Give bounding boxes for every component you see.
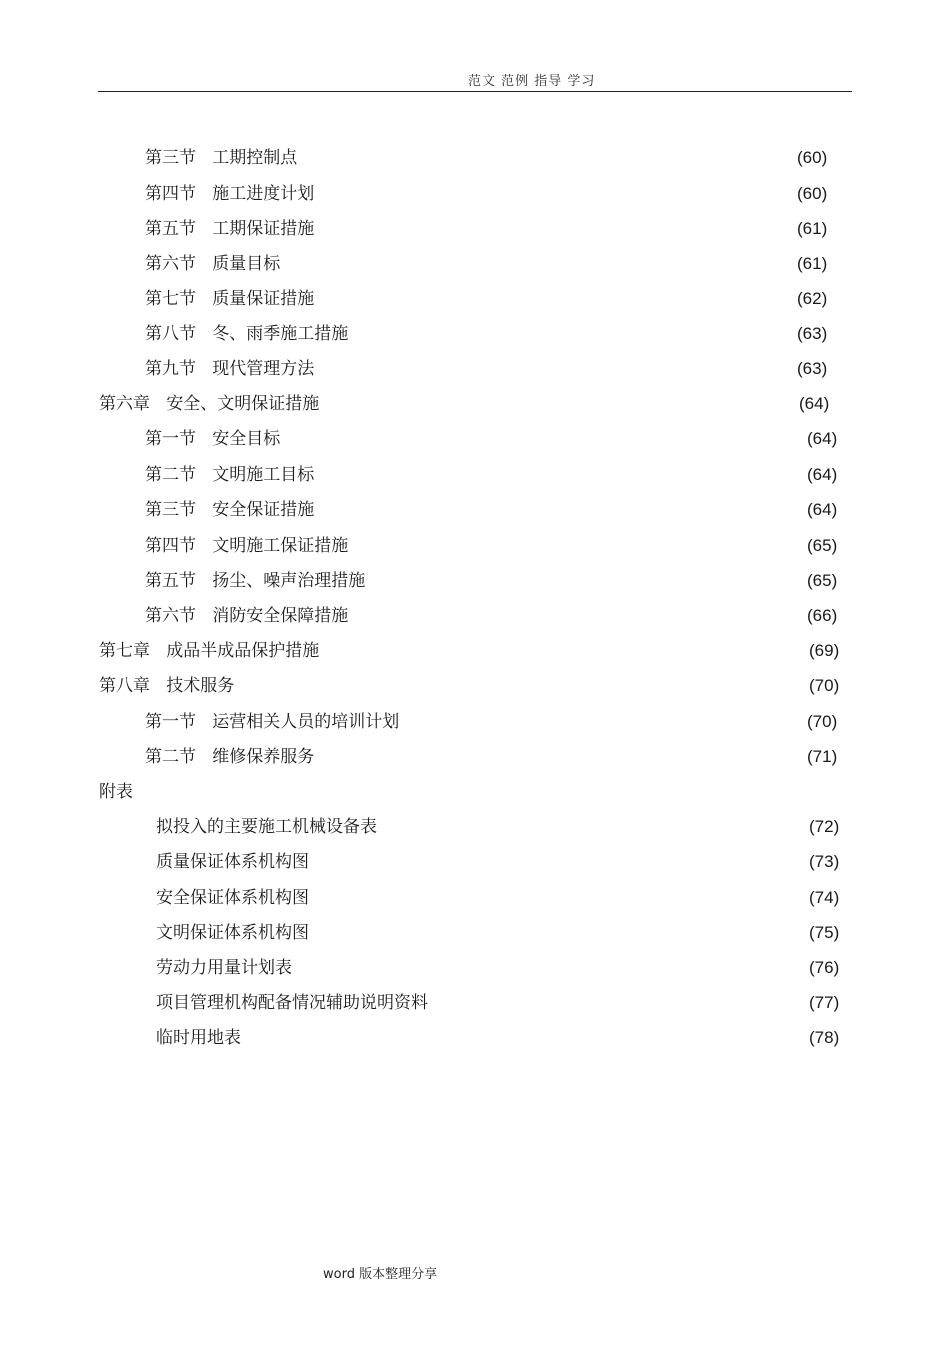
toc-entry-label: 质量保证体系机构图 bbox=[156, 852, 309, 872]
toc-entry-page: (72) bbox=[809, 817, 840, 836]
toc-chapter[interactable] bbox=[0, 674, 950, 698]
toc-entry-label: 第五节 工期保证措施 bbox=[145, 219, 315, 239]
toc-entry[interactable] bbox=[0, 357, 950, 381]
toc-entry[interactable] bbox=[0, 427, 950, 451]
toc-appendix-heading bbox=[0, 780, 950, 804]
toc-chapter-page: (70) bbox=[809, 676, 840, 695]
toc-entry-label: 拟投入的主要施工机械设备表 bbox=[156, 817, 377, 837]
header-divider bbox=[98, 91, 852, 92]
toc-appendix-entry[interactable] bbox=[0, 886, 950, 910]
toc-entry[interactable] bbox=[0, 217, 950, 241]
toc-entry-page: (62) bbox=[797, 289, 828, 308]
page-footer: word 版本整理分享 bbox=[323, 1267, 438, 1282]
toc-entry-label: 第六节 消防安全保障措施 bbox=[145, 606, 349, 626]
toc-entry-label: 第一节 运营相关人员的培训计划 bbox=[145, 712, 400, 732]
page-header: 范文 范例 指导 学习 bbox=[468, 74, 596, 89]
toc-entry-label: 第四节 施工进度计划 bbox=[145, 184, 315, 204]
toc-appendix-entry[interactable] bbox=[0, 850, 950, 874]
toc-entry-page: (73) bbox=[809, 852, 840, 871]
toc-entry[interactable] bbox=[0, 252, 950, 276]
toc-entry-page: (60) bbox=[797, 148, 828, 167]
toc-entry-label: 第二节 维修保养服务 bbox=[145, 747, 315, 767]
toc-entry[interactable] bbox=[0, 710, 950, 734]
toc-entry-page: (75) bbox=[809, 923, 840, 942]
toc-entry[interactable] bbox=[0, 604, 950, 628]
toc-entry-label: 第七节 质量保证措施 bbox=[145, 289, 315, 309]
toc-entry-label: 第三节 工期控制点 bbox=[145, 148, 298, 168]
toc-entry[interactable] bbox=[0, 463, 950, 487]
toc-entry-label: 第四节 文明施工保证措施 bbox=[145, 536, 349, 556]
toc-appendix-entry[interactable] bbox=[0, 991, 950, 1015]
toc-entry-page: (65) bbox=[807, 536, 838, 555]
toc-entry-label: 第八节 冬、雨季施工措施 bbox=[145, 324, 349, 344]
toc-appendix-entry[interactable] bbox=[0, 921, 950, 945]
toc-entry[interactable] bbox=[0, 287, 950, 311]
toc-chapter-label: 第八章 技术服务 bbox=[99, 676, 235, 696]
toc-appendix-entry[interactable] bbox=[0, 815, 950, 839]
toc-chapter-label: 第六章 安全、文明保证措施 bbox=[99, 394, 320, 414]
toc-entry-page: (74) bbox=[809, 888, 840, 907]
toc-entry[interactable] bbox=[0, 322, 950, 346]
toc-entry-label: 安全保证体系机构图 bbox=[156, 888, 309, 908]
toc-entry-label: 临时用地表 bbox=[156, 1028, 241, 1048]
toc-appendix-label: 附表 bbox=[99, 782, 133, 802]
toc-entry[interactable] bbox=[0, 745, 950, 769]
toc-entry-label: 第九节 现代管理方法 bbox=[145, 359, 315, 379]
toc-chapter[interactable] bbox=[0, 392, 950, 416]
toc-entry-label: 第六节 质量目标 bbox=[145, 254, 281, 274]
toc-entry-label: 劳动力用量计划表 bbox=[156, 958, 292, 978]
toc-entry[interactable] bbox=[0, 534, 950, 558]
toc-entry-page: (77) bbox=[809, 993, 840, 1012]
toc-entry-page: (78) bbox=[809, 1028, 840, 1047]
toc-entry-label: 第三节 安全保证措施 bbox=[145, 500, 315, 520]
toc-appendix-entry[interactable] bbox=[0, 1026, 950, 1050]
toc-entry-page: (64) bbox=[807, 465, 838, 484]
toc-chapter-page: (64) bbox=[799, 394, 830, 413]
toc-entry-label: 项目管理机构配备情况辅助说明资料 bbox=[156, 993, 428, 1013]
toc-entry-page: (64) bbox=[807, 500, 838, 519]
toc-entry-page: (71) bbox=[807, 747, 838, 766]
toc-chapter-page: (69) bbox=[809, 641, 840, 660]
toc-entry-page: (63) bbox=[797, 324, 828, 343]
toc-entry[interactable] bbox=[0, 498, 950, 522]
toc-entry-page: (76) bbox=[809, 958, 840, 977]
toc-entry-page: (61) bbox=[797, 219, 828, 238]
toc-entry-page: (60) bbox=[797, 184, 828, 203]
toc-entry[interactable] bbox=[0, 146, 950, 170]
toc-chapter-label: 第七章 成品半成品保护措施 bbox=[99, 641, 320, 661]
toc-entry-label: 第一节 安全目标 bbox=[145, 429, 281, 449]
toc-entry-page: (66) bbox=[807, 606, 838, 625]
toc-entry-page: (64) bbox=[807, 429, 838, 448]
toc-chapter[interactable] bbox=[0, 639, 950, 663]
toc-entry-label: 文明保证体系机构图 bbox=[156, 923, 309, 943]
toc-appendix-entry[interactable] bbox=[0, 956, 950, 980]
toc-entry-page: (65) bbox=[807, 571, 838, 590]
toc-entry-label: 第二节 文明施工目标 bbox=[145, 465, 315, 485]
toc-entry-page: (63) bbox=[797, 359, 828, 378]
toc-entry-page: (70) bbox=[807, 712, 838, 731]
toc-entry[interactable] bbox=[0, 182, 950, 206]
toc-entry[interactable] bbox=[0, 569, 950, 593]
toc-entry-page: (61) bbox=[797, 254, 828, 273]
toc-entry-label: 第五节 扬尘、噪声治理措施 bbox=[145, 571, 366, 591]
